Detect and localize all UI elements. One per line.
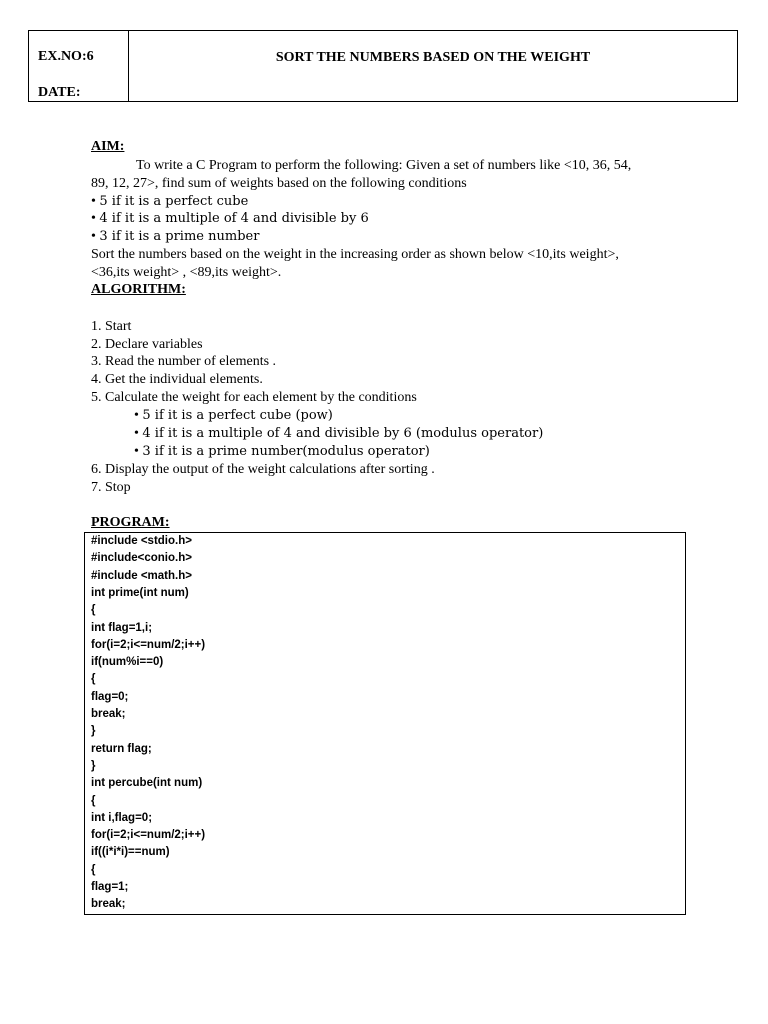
aim-line: To write a C Program to perform the following: Given a set of numbers like <10, 36, 54, <box>136 158 632 173</box>
algorithm-step: 3. Read the number of elements . <box>91 354 277 369</box>
algorithm-step: 7. Stop <box>91 480 131 495</box>
aim-line: Sort the numbers based on the weight in the increasing order as shown below <10,its weight>, <box>91 247 619 262</box>
algorithm-sub-bullet: • 5 if it is a perfect cube (pow) <box>134 408 333 423</box>
code-line: { <box>91 604 96 617</box>
algorithm-step: 1. Start <box>91 319 132 334</box>
aim-heading: AIM: <box>91 139 125 154</box>
code-line: break; <box>91 708 126 720</box>
code-line: #include <stdio.h> <box>91 535 192 547</box>
code-line: if(num%i==0) <box>91 656 164 669</box>
code-line: int percube(int num) <box>91 777 203 790</box>
code-line: flag=1; <box>91 881 129 893</box>
code-line: int prime(int num) <box>91 586 189 599</box>
program-heading: PROGRAM: <box>91 515 170 530</box>
algorithm-step: 2. Declare variables <box>91 337 203 352</box>
algorithm-step: 6. Display the output of the weight calculations after sorting . <box>91 462 435 477</box>
code-line: for(i=2;i<=num/2;i++) <box>91 829 206 842</box>
aim-bullet: • 5 if it is a perfect cube <box>91 194 249 209</box>
page-title: SORT THE NUMBERS BASED ON THE WEIGHT <box>275 50 591 65</box>
aim-bullet: • 3 if it is a prime number <box>91 229 260 244</box>
algorithm-step: 5. Calculate the weight for each element by the conditions <box>91 390 417 405</box>
code-line: return flag; <box>91 742 152 755</box>
code-line: flag=0; <box>91 690 129 703</box>
algorithm-sub-bullet: • 4 if it is a multiple of 4 and divisible by 6 (modulus operator) <box>134 426 544 441</box>
algorithm-step: 4. Get the individual elements. <box>91 372 263 387</box>
code-line: { <box>91 794 96 807</box>
code-line: } <box>91 725 96 738</box>
code-box <box>84 532 686 915</box>
code-line: { <box>91 863 96 876</box>
header-table <box>28 30 738 102</box>
code-line: break; <box>91 898 126 911</box>
code-line: int i,flag=0; <box>91 811 153 824</box>
date-label: DATE: <box>38 85 81 100</box>
code-line: } <box>91 759 96 772</box>
code-line: int flag=1,i; <box>91 621 153 634</box>
code-line: #include<conio.h> <box>91 552 192 565</box>
exercise-number: EX.NO:6 <box>38 49 94 64</box>
code-line: for(i=2;i<=num/2;i++) <box>91 638 206 651</box>
header-divider <box>128 31 129 101</box>
code-line: #include <math.h> <box>91 569 192 582</box>
aim-line: 89, 12, 27>, find sum of weights based on the following conditions <box>91 176 467 191</box>
algorithm-heading: ALGORITHM: <box>91 282 186 297</box>
aim-bullet: • 4 if it is a multiple of 4 and divisible by 6 <box>91 211 369 226</box>
code-line: if((i*i*i)==num) <box>91 846 170 859</box>
code-line: { <box>91 673 96 686</box>
algorithm-sub-bullet: • 3 if it is a prime number(modulus operator) <box>134 444 430 459</box>
aim-line: <36,its weight> , <89,its weight>. <box>91 265 282 280</box>
